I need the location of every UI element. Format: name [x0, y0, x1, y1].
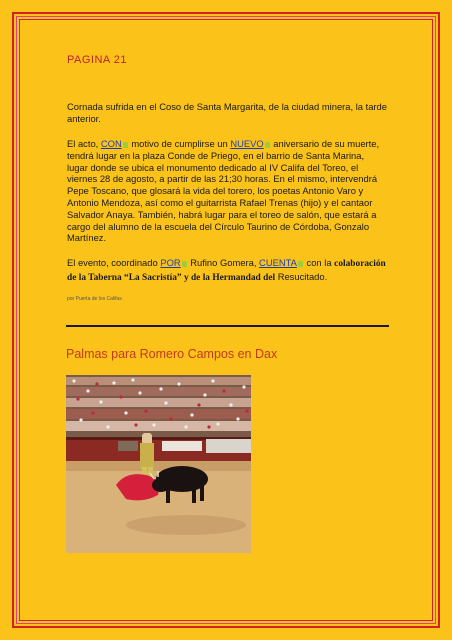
- para3-text-4: Resucitado.: [277, 270, 328, 282]
- paragraph-2: [67, 138, 387, 244]
- paragraph-1: Cornada sufrida en el Coso de Santa Margarita, de la ciudad minera, la tarde anterior.: [67, 101, 387, 124]
- para2-text-3: aniversario de su muerte, tendrá lugar en la plaza Conde de Priego, en el barrio de Santa Marina, lugar donde se ubica el monumento dedicado al IV Califa del Toreo, el viernes 28 de agosto, a partir de las 21;30 horas. En el mismo, intervendrá Pepe Toscano, que glosará la vida del torero, los poetas Antonio Varo y Antonio Mendoza, así como el guitarrista Rafael Trenas (hijo) y el cantaor Salvador Anaya. También, habrá lugar para el toreo de salón, que estará a cargo del alumno de la escuela del Círculo Taurino de Córdoba, Gonzalo Martínez.: [67, 138, 380, 244]
- para2-text-2: motivo de cumplirse un: [131, 138, 228, 149]
- link-marker-icon: [298, 261, 303, 267]
- section-divider: [66, 325, 389, 327]
- para3-text-2: Rufino Gomera,: [190, 257, 257, 268]
- link-con[interactable]: CON: [100, 138, 122, 149]
- source-credit: por Puerta de los Califas: [67, 296, 122, 302]
- para3-text-1: El evento, coordinado: [67, 257, 158, 268]
- link-cuenta[interactable]: CUENTA: [259, 257, 297, 268]
- para3-bold-text: colaboración de la Taberna “La Sacristía” y de la Hermandad del: [67, 259, 386, 283]
- para3-text-3: con la: [306, 257, 332, 268]
- link-nuevo[interactable]: NUEVO: [230, 138, 264, 149]
- article-heading: Palmas para Romero Campos en Dax: [66, 347, 278, 361]
- link-marker-icon: [123, 142, 128, 148]
- link-marker-icon: [265, 142, 270, 148]
- para2-text-1: El acto,: [67, 138, 99, 149]
- page-number-label: PAGINA 21: [67, 54, 127, 66]
- link-marker-icon: [182, 261, 187, 267]
- bullfight-photo: [66, 375, 251, 553]
- paragraph-3: [67, 257, 387, 285]
- link-por[interactable]: POR: [160, 257, 181, 268]
